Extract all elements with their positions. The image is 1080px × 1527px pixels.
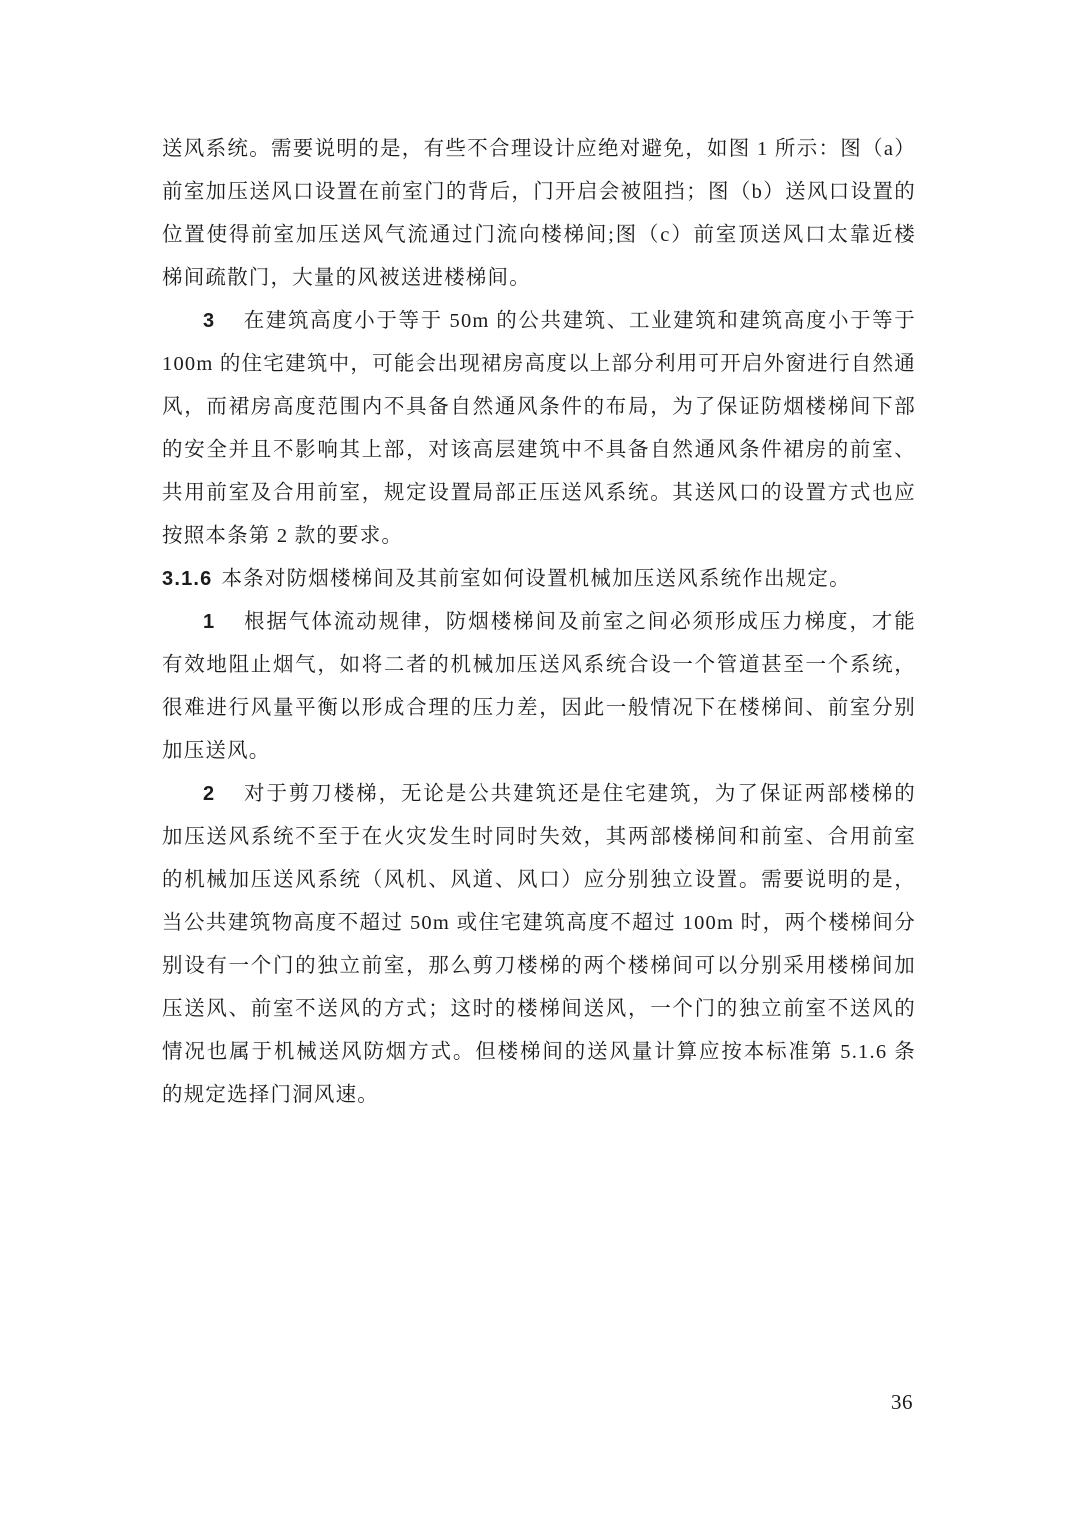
page-number: 36 [891,1390,913,1414]
item-number: 3 [203,310,216,332]
item-number: 2 [203,783,216,805]
paragraph-item-3 [162,300,916,558]
item-number: 1 [203,611,216,633]
paragraph-text: 本条对防烟楼梯间及其前室如何设置机械加压送风系统作出规定。 [221,568,851,590]
paragraph-text: 对于剪刀楼梯，无论是公共建筑还是住宅建筑，为了保证两部楼梯的加压送风系统不至于在火灾发生时同时失效，其两部楼梯间和前室、合用前室的机械加压送风系统（风机、风道、风口）应分别独立设置。需要说明的是，当公共建筑物高度不超过 50m 或住宅建筑高度不超过 100m 时，两个楼梯间分别设有一个门的独立前室，那么剪刀楼梯的两个楼梯间可以分别采用楼梯间加压送风、前室不送风的方式；这时的楼梯间送风，一个门的独立前室不送风的情况也属于机械送风防烟方式。但楼梯间的送风量计算应按本标准第 5.1.6 条的规定选择门洞风速。 [162,783,916,1106]
paragraph-text: 在建筑高度小于等于 50m 的公共建筑、工业建筑和建筑高度小于等于 100m 的住宅建筑中，可能会出现裙房高度以上部分利用可开启外窗进行自然通风，而裙房高度范围内不具备自然通风条件的布局，为了保证防烟楼梯间下部的安全并且不影响其上部，对该高层建筑中不具备自然通风条件裙房的前室、共用前室及合用前室，规定设置局部正压送风系统。其送风口的设置方式也应按照本条第 2 款的要求。 [162,310,916,547]
paragraph-item-1 [162,601,916,773]
paragraph-item-2 [162,773,916,1117]
paragraph-clause-3-1-6 [162,558,916,601]
paragraph-text: 根据气体流动规律，防烟楼梯间及前室之间必须形成压力梯度，才能有效地阻止烟气，如将二者的机械加压送风系统合设一个管道甚至一个系统，很难进行风量平衡以形成合理的压力差，因此一般情况下在楼梯间、前室分别加压送风。 [162,611,916,762]
paragraph-text: 送风系统。需要说明的是，有些不合理设计应绝对避免，如图 1 所示：图（a）前室加压送风口设置在前室门的背后，门开启会被阻挡；图（b）送风口设置的位置使得前室加压送风气流通过门流向楼梯间;图（c）前室顶送风口太靠近楼梯间疏散门，大量的风被送进楼梯间。 [162,138,916,289]
clause-number: 3.1.6 [162,568,213,590]
paragraph-continuation [162,128,916,300]
page-content [162,128,916,1117]
